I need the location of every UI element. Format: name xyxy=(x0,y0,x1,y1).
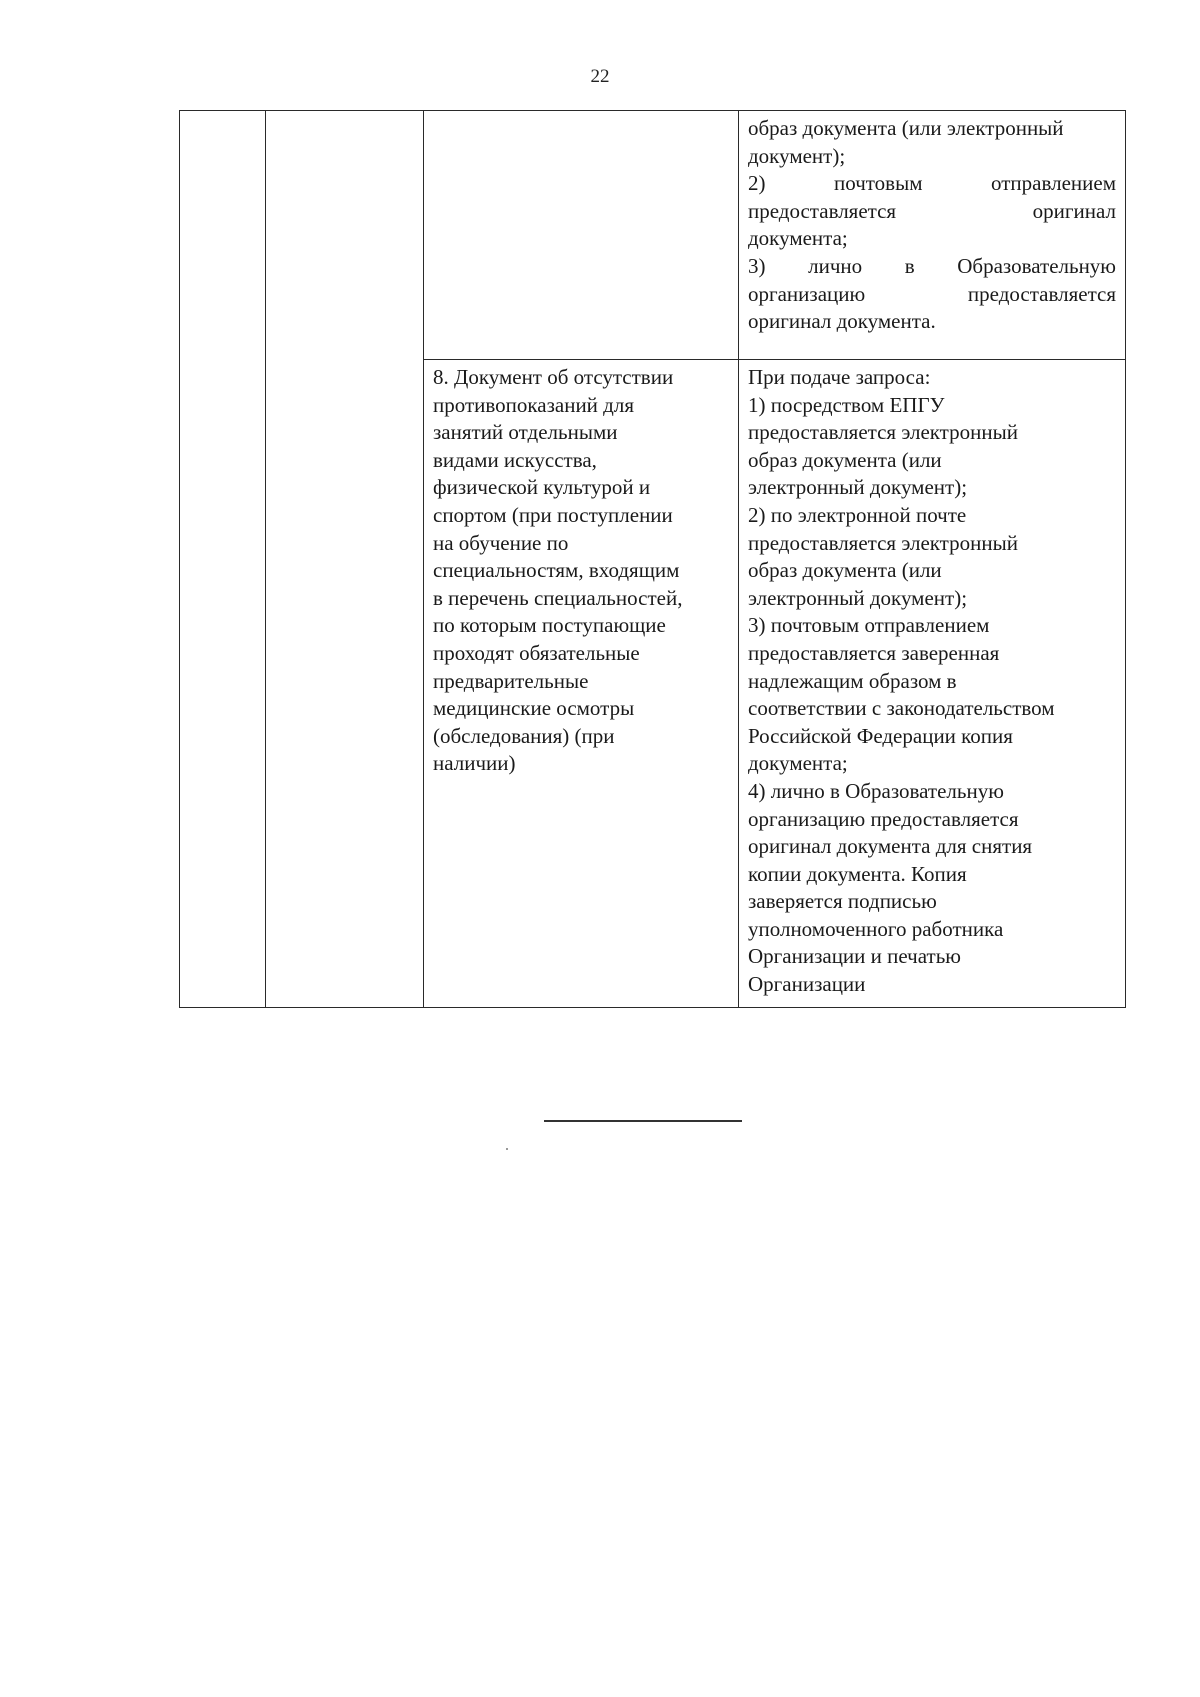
text-line: оригинал документа для снятия xyxy=(748,834,1033,859)
text-line: проходят обязательные xyxy=(433,640,640,665)
text-line: предоставляется электронный xyxy=(748,420,1018,445)
text-line: в перечень специальностей, xyxy=(433,585,683,610)
table-cell-empty-col2 xyxy=(266,111,424,1008)
text-line: образ документа (или электронный xyxy=(748,116,1064,140)
text-line: физической культурой и xyxy=(433,475,651,500)
text-line: заверяется подписью xyxy=(748,889,937,914)
submission-methods-cell-continued xyxy=(739,111,1126,360)
text-line: Организации xyxy=(748,972,866,997)
text-line: занятий отдельными xyxy=(433,420,618,445)
document-name-cell xyxy=(424,360,739,1008)
text-line: 8. Документ об отсутствии xyxy=(433,365,674,389)
table-row xyxy=(180,111,1126,360)
text-line: образ документа (или xyxy=(748,447,942,472)
text-line: организацию предоставляется xyxy=(748,806,1019,831)
text-line: электронный документ); xyxy=(748,585,968,610)
text-line: предоставляется оригинал xyxy=(748,198,1116,223)
text-line: предоставляется заверенная xyxy=(748,640,1000,665)
text-line: документа; xyxy=(748,226,848,251)
text-line: противопоказаний для xyxy=(433,392,634,417)
text-line: видами искусства, xyxy=(433,447,597,472)
text-line: специальностям, входящим xyxy=(433,558,680,583)
table-cell-empty-col1 xyxy=(180,111,266,1008)
text-line: предоставляется электронный xyxy=(748,530,1018,555)
page-number: 22 xyxy=(590,66,610,87)
text-line: При подаче запроса: xyxy=(748,365,931,389)
text-line: (обследования) (при xyxy=(433,723,615,748)
text-line: на обучение по xyxy=(433,530,569,555)
text-line: уполномоченного работника xyxy=(748,916,1004,941)
text-line: 3) лично в Образовательную xyxy=(748,253,1116,278)
table-cell-empty-col3 xyxy=(424,111,739,360)
text-line: спортом (при поступлении xyxy=(433,502,673,527)
text-line: документ); xyxy=(748,143,846,168)
document-table xyxy=(179,110,1126,1008)
text-line: медицинские осмотры xyxy=(433,696,635,721)
text-line: 1) посредством ЕПГУ xyxy=(748,392,945,417)
text-line: соответствии с законодательством xyxy=(748,696,1055,721)
text-line: оригинал документа. xyxy=(748,309,936,334)
text-line: образ документа (или xyxy=(748,558,942,583)
text-line: 2) почтовым отправлением xyxy=(748,171,1116,196)
text-line: по которым поступающие xyxy=(433,613,666,638)
text-line: 3) почтовым отправлением xyxy=(748,613,990,638)
submission-methods-cell xyxy=(739,360,1126,1008)
text-line: предварительные xyxy=(433,668,589,693)
text-line: копии документа. Копия xyxy=(748,861,967,886)
text-line: наличии) xyxy=(433,751,516,776)
text-line: организацию предоставляется xyxy=(748,281,1116,306)
text-line: 2) по электронной почте xyxy=(748,502,967,527)
text-line: документа; xyxy=(748,751,848,776)
scan-speck xyxy=(506,1148,508,1150)
text-line: надлежащим образом в xyxy=(748,668,957,693)
end-of-document-rule xyxy=(544,1120,742,1122)
text-line: электронный документ); xyxy=(748,475,968,500)
text-line: Российской Федерации копия xyxy=(748,723,1013,748)
text-line: Организации и печатью xyxy=(748,944,961,969)
text-line: 4) лично в Образовательную xyxy=(748,778,1004,803)
